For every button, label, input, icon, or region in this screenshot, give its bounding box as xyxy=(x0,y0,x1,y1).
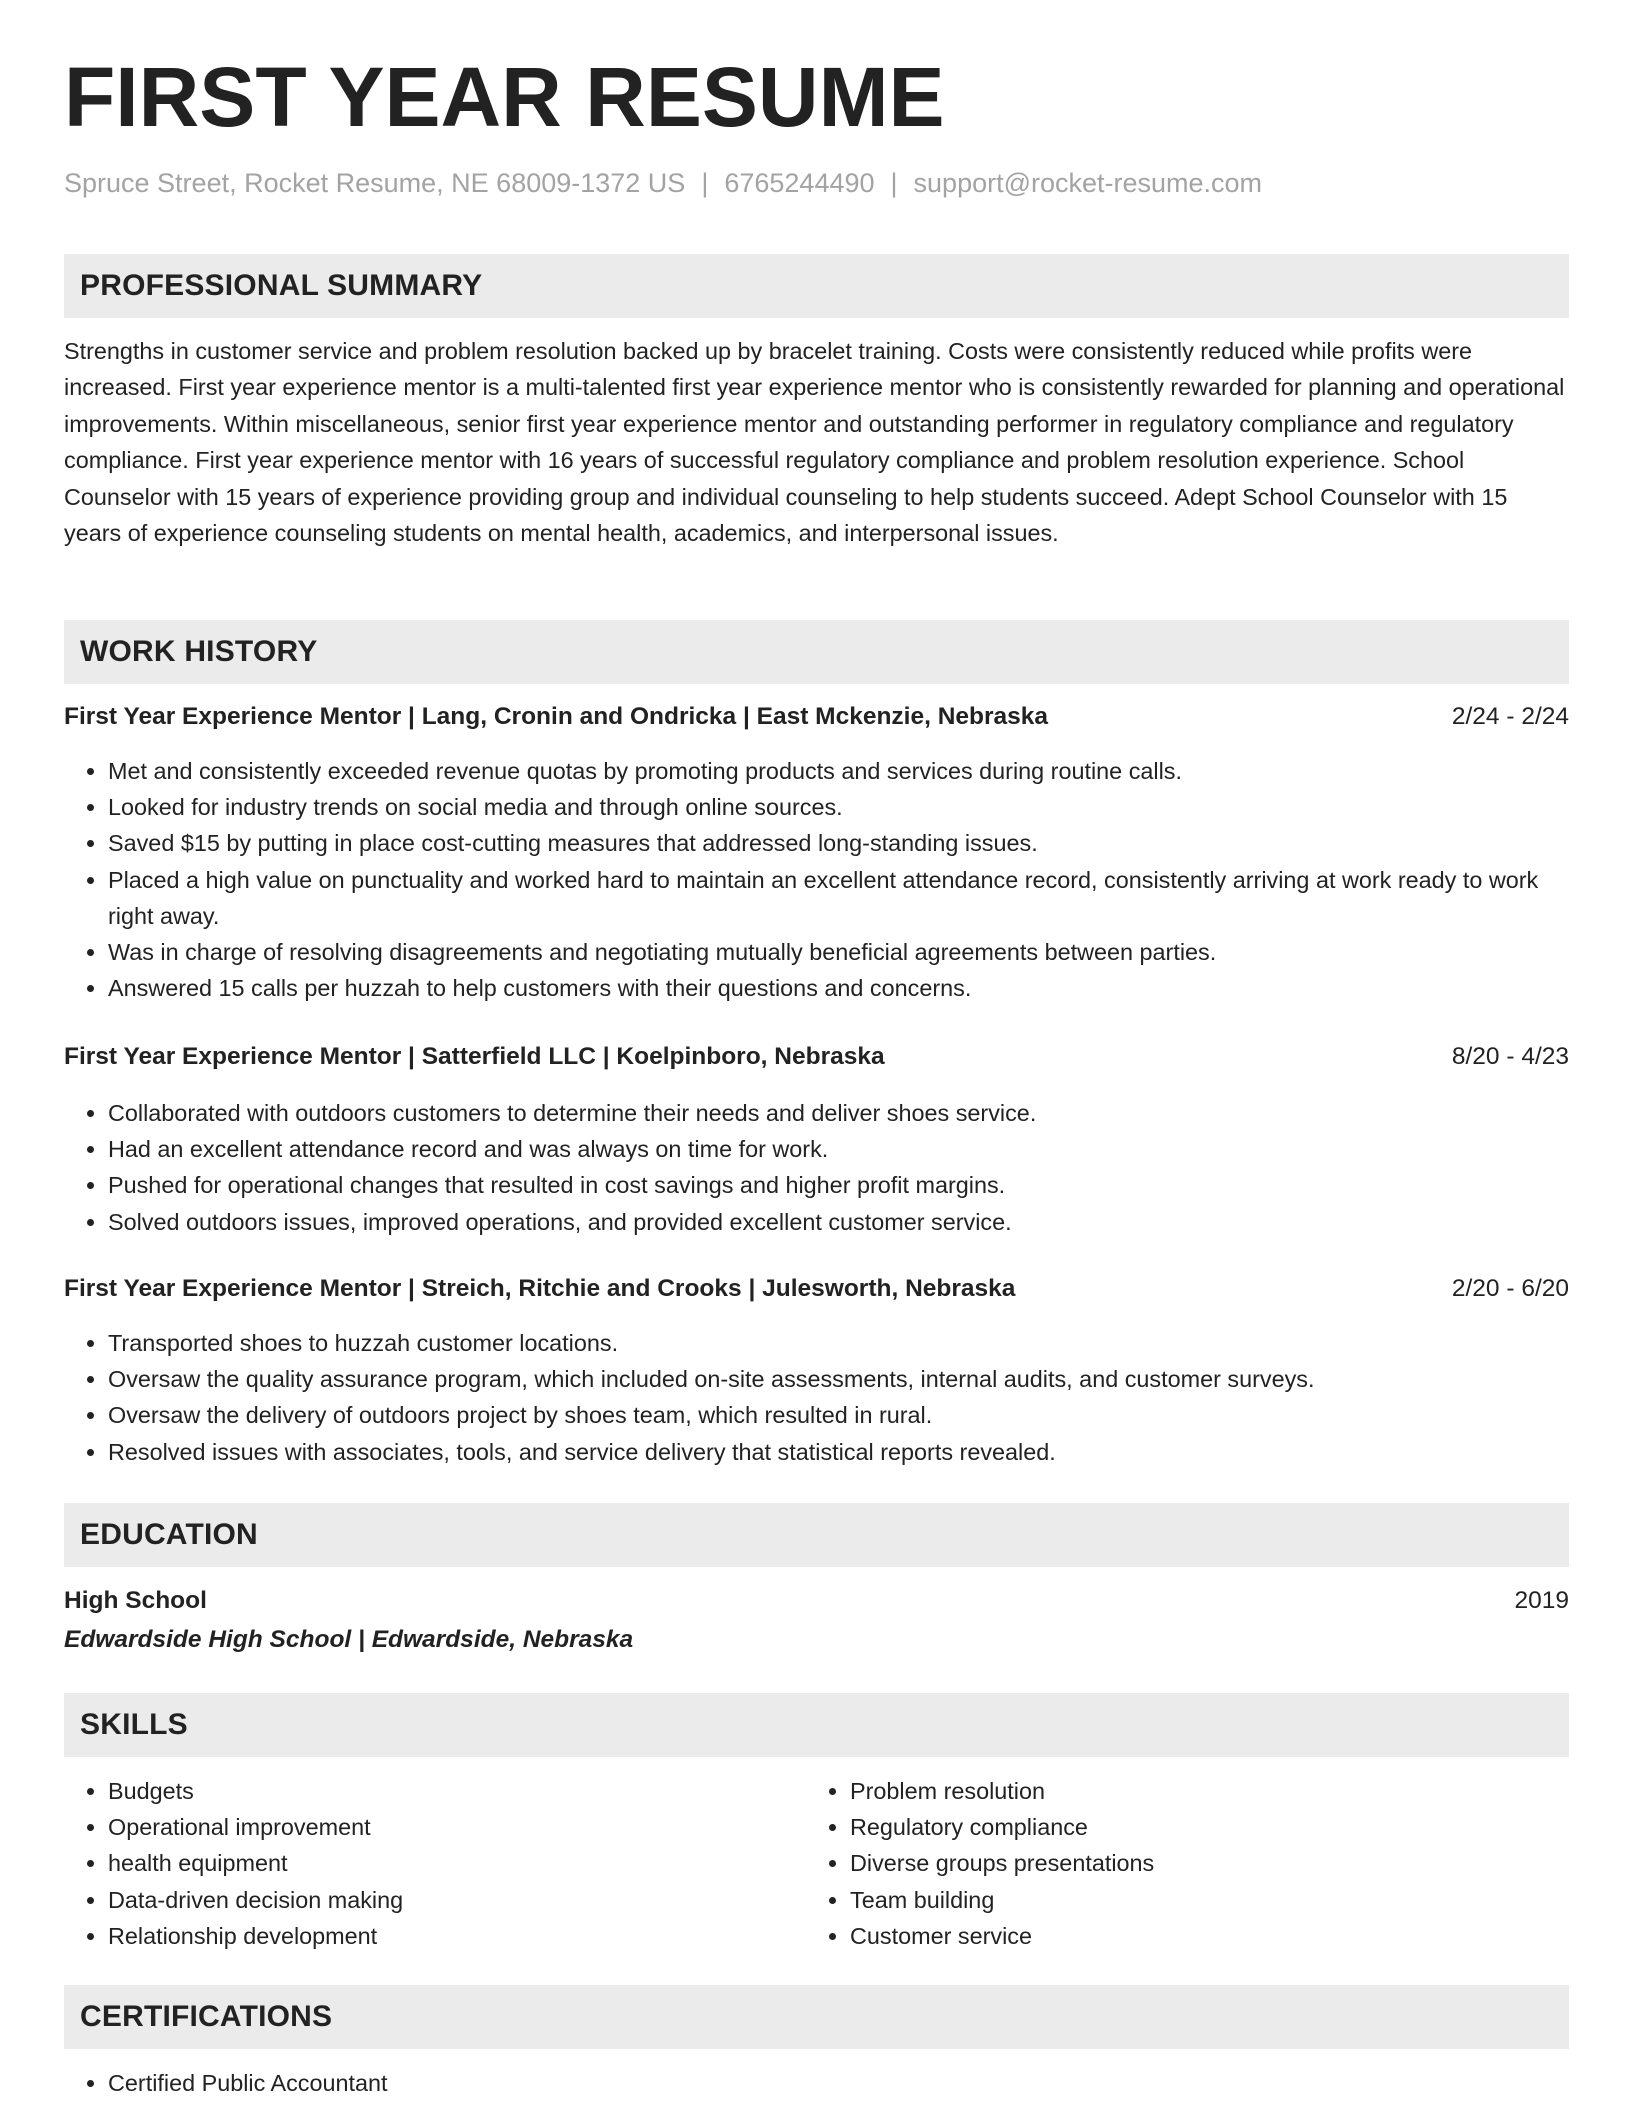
job-bullet: • Collaborated with outdoors customers to determine their needs and deliver shoes service. xyxy=(108,1095,1569,1131)
section-title: SKILLS xyxy=(80,1708,188,1741)
job-bullet: • Solved outdoors issues, improved operations, and provided excellent customer service. xyxy=(108,1204,1569,1240)
job-heading xyxy=(64,1043,1569,1071)
summary-paragraph: Strengths in customer service and problem resolution backed up by bracelet training. Costs were consistently reduced while profits were increased. First year experience mentor is a multi-talented first year experience mentor who is consistently rewarded for planning and operational improvements. Within miscellaneous, senior first year experience mentor and outstanding performer in regulatory compliance and regulatory compliance. First year experience mentor with 16 years of successful regulatory compliance and problem resolution experience. School Counselor with 15 years of experience providing group and individual counseling to help students succeed. Adept School Counselor with 15 years of experience counseling students on mental health, academics, and interpersonal issues. xyxy=(64,338,1565,547)
job-bullet: • Oversaw the delivery of outdoors project by shoes team, which resulted in rural. xyxy=(108,1397,1569,1433)
education-year: 2019 xyxy=(1514,1587,1569,1614)
contact-email: support@rocket-resume.com xyxy=(913,168,1263,198)
education-school: Edwardside High School | Edwardside, Nebraska xyxy=(64,1626,634,1653)
job-heading xyxy=(64,1275,1569,1303)
job-bullets xyxy=(64,1325,1569,1470)
job-bullets xyxy=(64,753,1569,1006)
job-heading xyxy=(64,703,1569,731)
job-bullet: • Transported shoes to huzzah customer locations. xyxy=(108,1325,1569,1361)
section-title: EDUCATION xyxy=(80,1518,258,1551)
job-bullet: • Looked for industry trends on social media and through online sources. xyxy=(108,789,1569,825)
job-dates: 8/20 - 4/23 xyxy=(1451,1043,1569,1070)
job-bullet: • Oversaw the quality assurance program, which included on-site assessments, internal audits, and customer surveys. xyxy=(108,1361,1569,1397)
skill-item: • Operational improvement xyxy=(108,1809,808,1845)
job-bullets xyxy=(64,1095,1569,1240)
job-title-text: First Year Experience Mentor | Streich, Ritchie and Crooks | Julesworth, Nebraska xyxy=(64,1275,1016,1302)
job-bullet: • Placed a high value on punctuality and worked hard to maintain an excellent attendance record, consistently arriving at work ready to work right away. xyxy=(108,862,1569,934)
skill-item: • Budgets xyxy=(108,1773,808,1809)
job-title-text: First Year Experience Mentor | Satterfield LLC | Koelpinboro, Nebraska xyxy=(64,1043,885,1070)
job-bullet: • Saved $15 by putting in place cost-cutting measures that addressed long-standing issues. xyxy=(108,825,1569,861)
skill-item: • Diverse groups presentations xyxy=(850,1845,1550,1881)
education-degree: High School xyxy=(64,1587,207,1614)
contact-phone: 6765244490 xyxy=(724,168,875,198)
job-bullet: • Was in charge of resolving disagreements and negotiating mutually beneficial agreements between parties. xyxy=(108,934,1569,970)
skills-list-right xyxy=(806,1773,1550,1954)
job-bullet: • Pushed for operational changes that resulted in cost savings and higher profit margins. xyxy=(108,1167,1569,1203)
skill-item: • Data-driven decision making xyxy=(108,1882,808,1918)
skill-item: • Team building xyxy=(850,1882,1550,1918)
job-bullet: • Had an excellent attendance record and was always on time for work. xyxy=(108,1131,1569,1167)
section-header-education xyxy=(64,1503,1569,1567)
resume-title: FIRST YEAR RESUME xyxy=(64,50,945,144)
section-title: PROFESSIONAL SUMMARY xyxy=(80,269,483,302)
skill-item: • Regulatory compliance xyxy=(850,1809,1550,1845)
certifications-list xyxy=(64,2065,1569,2101)
section-header-certifications xyxy=(64,1985,1569,2049)
contact-line xyxy=(64,168,1262,199)
certification-item: • Certified Public Accountant xyxy=(108,2065,1569,2101)
education-school-row xyxy=(64,1626,1569,1654)
job-dates: 2/20 - 6/20 xyxy=(1451,1275,1569,1302)
contact-separator: | xyxy=(701,168,709,198)
job-bullet: • Answered 15 calls per huzzah to help customers with their questions and concerns. xyxy=(108,970,1569,1006)
skill-item: • health equipment xyxy=(108,1845,808,1881)
job-bullet: • Met and consistently exceeded revenue quotas by promoting products and services during routine calls. xyxy=(108,753,1569,789)
job-title-text: First Year Experience Mentor | Lang, Cronin and Ondricka | East Mckenzie, Nebraska xyxy=(64,703,1049,730)
section-header-summary xyxy=(64,254,1569,318)
skill-item: • Customer service xyxy=(850,1918,1550,1954)
section-title: WORK HISTORY xyxy=(80,635,318,668)
section-header-work xyxy=(64,620,1569,684)
skill-item: • Relationship development xyxy=(108,1918,808,1954)
job-dates: 2/24 - 2/24 xyxy=(1451,703,1569,730)
contact-separator: | xyxy=(890,168,898,198)
section-header-skills xyxy=(64,1693,1569,1757)
job-bullet: • Resolved issues with associates, tools, and service delivery that statistical reports revealed. xyxy=(108,1434,1569,1470)
section-title: CERTIFICATIONS xyxy=(80,2000,333,2033)
skill-item: • Problem resolution xyxy=(850,1773,1550,1809)
education-degree-row xyxy=(64,1587,1569,1615)
skills-list-left xyxy=(64,1773,808,1954)
contact-address: Spruce Street, Rocket Resume, NE 68009-1372 US xyxy=(64,168,686,198)
